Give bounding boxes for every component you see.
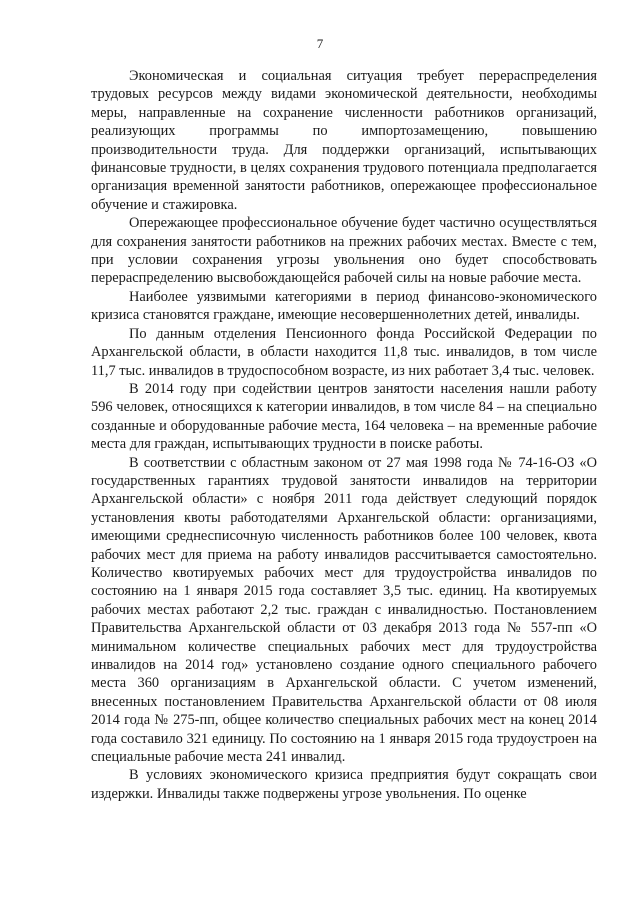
page-number: 7 bbox=[316, 36, 324, 51]
paragraph-quota-law: В соответствии с областным законом от 27 мая 1998 года № 74-16-ОЗ «О государственных гарантиях трудовой занятости инвалидов на территории Архангельской области» с ноября 2011 года действует следующий порядок установления квоты работодателями Архангельской области: организациями, имеющими среднесписочную численность работников более 100 человек, квота рабочих мест для приема на работу инвалидов рассчитывается самостоятельно. Количество квотируемых рабочих мест для трудоустройства инвалидов по состоянию на 1 января 2015 года составляет 3,5 тыс. единиц. На квотируемых рабочих местах работают 2,2 тыс. граждан с инвалидностью. Постановлением Правительства Архангельской области от 03 декабря 2013 года № 557-пп «О минимальном количестве специальных рабочих мест для трудоустройства инвалидов на 2014 год» установлено создание одного специального рабочего места 360 организациям в Архангельской области. С учетом изменений, внесенных постановлением Правительства Архангельской области от 08 июля 2014 года № 275-пп, общее количество специальных рабочих мест на конец 2014 года составило 321 единицу. По состоянию на 1 января 2015 года трудоустроен на специальные рабочие места 241 инвалид. bbox=[91, 454, 597, 766]
paragraph-vulnerable-categories: Наиболее уязвимыми категориями в период финансово-экономического кризиса становятся граждане, имеющие несовершеннолетних детей, инвалиды. bbox=[91, 288, 597, 324]
paragraph-2014-employment: В 2014 году при содействии центров занятости населения нашли работу 596 человек, относящихся к категории инвалидов, в том числе 84 – на специально созданные и оборудованные рабочие места, 164 человека – на временные рабочие места для граждан, испытывающих трудности в поиске работы. bbox=[91, 380, 597, 453]
paragraph-economic-situation: Экономическая и социальная ситуация требует перераспределения трудовых ресурсов между видами экономической деятельности, необходимы меры, направленные на сохранение численности работников организаций, реализующих программы по импортозамещению, повышению производительности труда. Для поддержки организаций, испытывающих финансовые трудности, в целях сохранения трудового потенциала предполагается организация временной занятости работников, опережающее профессиональное обучение и стажировка. bbox=[91, 68, 597, 213]
document-body bbox=[91, 67, 597, 803]
paragraph-crisis-costs: В условиях экономического кризиса предприятия будут сокращать свои издержки. Инвалиды также подвержены угрозе увольнения. По оценке bbox=[91, 767, 597, 802]
paragraph-advance-training: Опережающее профессиональное обучение будет частично осуществляться для сохранения занятости работников на прежних рабочих местах. Вместе с тем, при условии сохранения угрозы увольнения оно будет способствовать перераспределению высвобождающейся рабочей силы на новые рабочие места. bbox=[91, 215, 597, 287]
paragraph-pension-fund-data: По данным отделения Пенсионного фонда Российской Федерации по Архангельской области, в области находится 11,8 тыс. инвалидов, в том числе 11,7 тыс. инвалидов в трудоспособном возрасте, из них работает 3,4 тыс. человек. bbox=[91, 325, 597, 379]
